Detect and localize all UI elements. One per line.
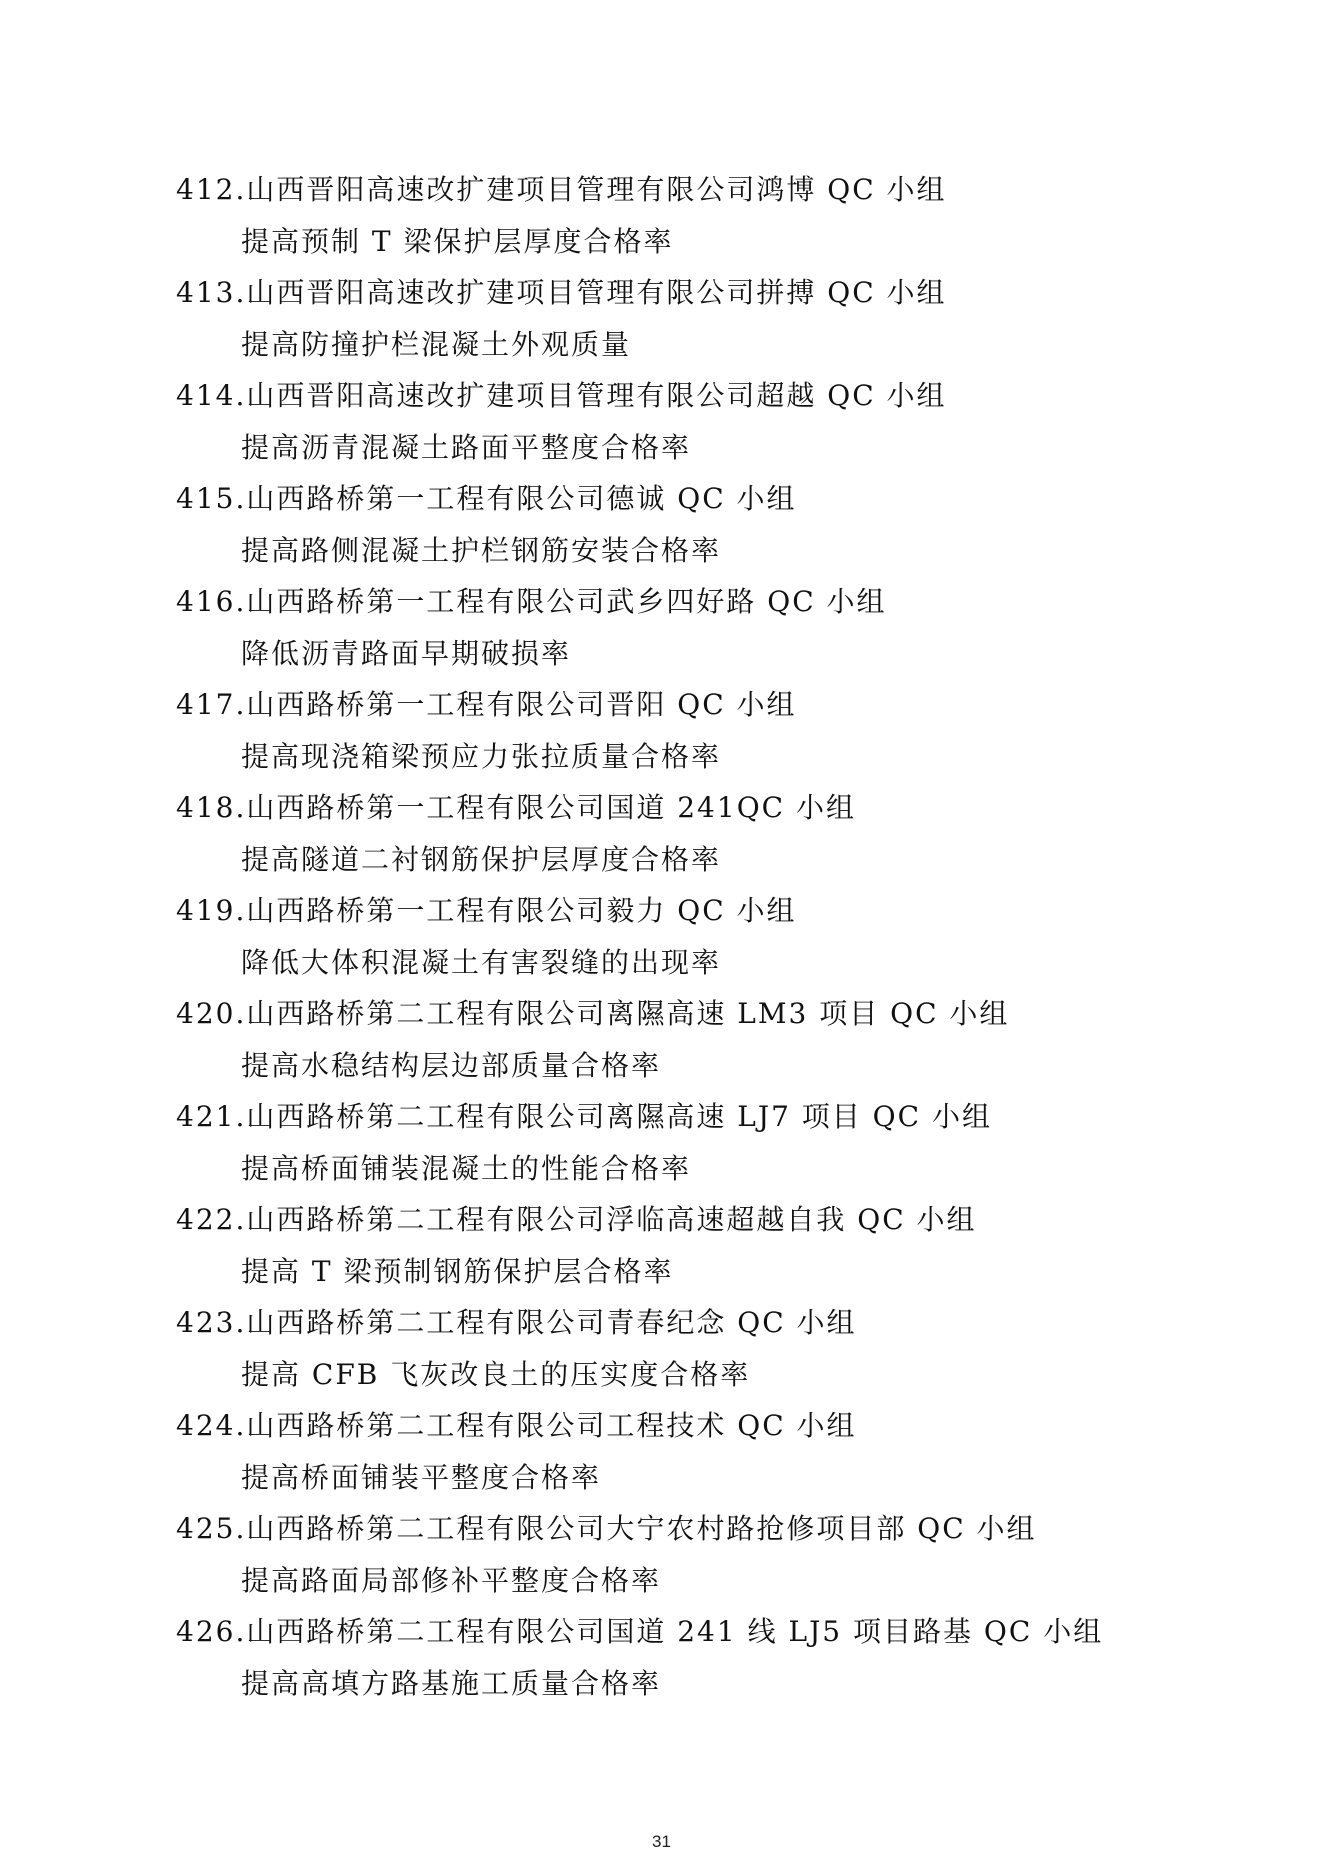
list-item bbox=[0, 1200, 1323, 1303]
project-topic: 提高桥面铺装混凝土的性能合格率 bbox=[241, 1152, 692, 1185]
project-topic: 提高路侧混凝土护栏钢筋安装合格率 bbox=[241, 534, 722, 567]
project-topic: 降低大体积混凝土有害裂缝的出现率 bbox=[241, 946, 722, 979]
group-name: 420.山西路桥第二工程有限公司离隰高速 LM3 项目 QC 小组 bbox=[176, 997, 1010, 1030]
project-topic: 提高隧道二衬钢筋保护层厚度合格率 bbox=[241, 843, 722, 876]
group-name: 425.山西路桥第二工程有限公司大宁农村路抢修项目部 QC 小组 bbox=[176, 1512, 1037, 1545]
list-item bbox=[0, 376, 1323, 479]
project-topic: 提高 CFB 飞灰改良土的压实度合格率 bbox=[241, 1358, 751, 1391]
group-name: 413.山西晋阳高速改扩建项目管理有限公司拼搏 QC 小组 bbox=[176, 276, 947, 309]
group-name: 414.山西晋阳高速改扩建项目管理有限公司超越 QC 小组 bbox=[176, 379, 947, 412]
list-item bbox=[0, 582, 1323, 685]
list-item bbox=[0, 170, 1323, 273]
group-name: 417.山西路桥第一工程有限公司晋阳 QC 小组 bbox=[176, 688, 797, 721]
qc-group-list bbox=[0, 170, 1323, 1715]
project-topic: 提高现浇箱梁预应力张拉质量合格率 bbox=[241, 740, 722, 773]
list-item bbox=[0, 1509, 1323, 1612]
group-name: 412.山西晋阳高速改扩建项目管理有限公司鸿博 QC 小组 bbox=[176, 173, 947, 206]
project-topic: 提高防撞护栏混凝土外观质量 bbox=[241, 328, 632, 361]
list-item bbox=[0, 1406, 1323, 1509]
group-name: 419.山西路桥第一工程有限公司毅力 QC 小组 bbox=[176, 894, 797, 927]
group-name: 422.山西路桥第二工程有限公司浮临高速超越自我 QC 小组 bbox=[176, 1203, 977, 1236]
group-name: 416.山西路桥第一工程有限公司武乡四好路 QC 小组 bbox=[176, 585, 887, 618]
list-item bbox=[0, 891, 1323, 994]
group-name: 424.山西路桥第二工程有限公司工程技术 QC 小组 bbox=[176, 1409, 857, 1442]
group-name: 415.山西路桥第一工程有限公司德诚 QC 小组 bbox=[176, 482, 797, 515]
list-item bbox=[0, 273, 1323, 376]
project-topic: 降低沥青路面早期破损率 bbox=[241, 637, 572, 670]
group-name: 421.山西路桥第二工程有限公司离隰高速 LJ7 项目 QC 小组 bbox=[176, 1100, 992, 1133]
project-topic: 提高 T 梁预制钢筋保护层合格率 bbox=[241, 1255, 674, 1288]
project-topic: 提高预制 T 梁保护层厚度合格率 bbox=[241, 225, 674, 258]
list-item bbox=[0, 1612, 1323, 1715]
group-name: 418.山西路桥第一工程有限公司国道 241QC 小组 bbox=[176, 791, 856, 824]
list-item bbox=[0, 685, 1323, 788]
group-name: 423.山西路桥第二工程有限公司青春纪念 QC 小组 bbox=[176, 1306, 857, 1339]
project-topic: 提高水稳结构层边部质量合格率 bbox=[241, 1049, 662, 1082]
page-number: 31 bbox=[652, 1832, 671, 1851]
list-item bbox=[0, 1097, 1323, 1200]
project-topic: 提高桥面铺装平整度合格率 bbox=[241, 1461, 602, 1494]
group-name: 426.山西路桥第二工程有限公司国道 241 线 LJ5 项目路基 QC 小组 bbox=[176, 1615, 1104, 1648]
list-item bbox=[0, 1303, 1323, 1406]
project-topic: 提高沥青混凝土路面平整度合格率 bbox=[241, 431, 692, 464]
list-item bbox=[0, 788, 1323, 891]
list-item bbox=[0, 994, 1323, 1097]
project-topic: 提高路面局部修补平整度合格率 bbox=[241, 1564, 662, 1597]
list-item bbox=[0, 479, 1323, 582]
project-topic: 提高高填方路基施工质量合格率 bbox=[241, 1667, 662, 1700]
